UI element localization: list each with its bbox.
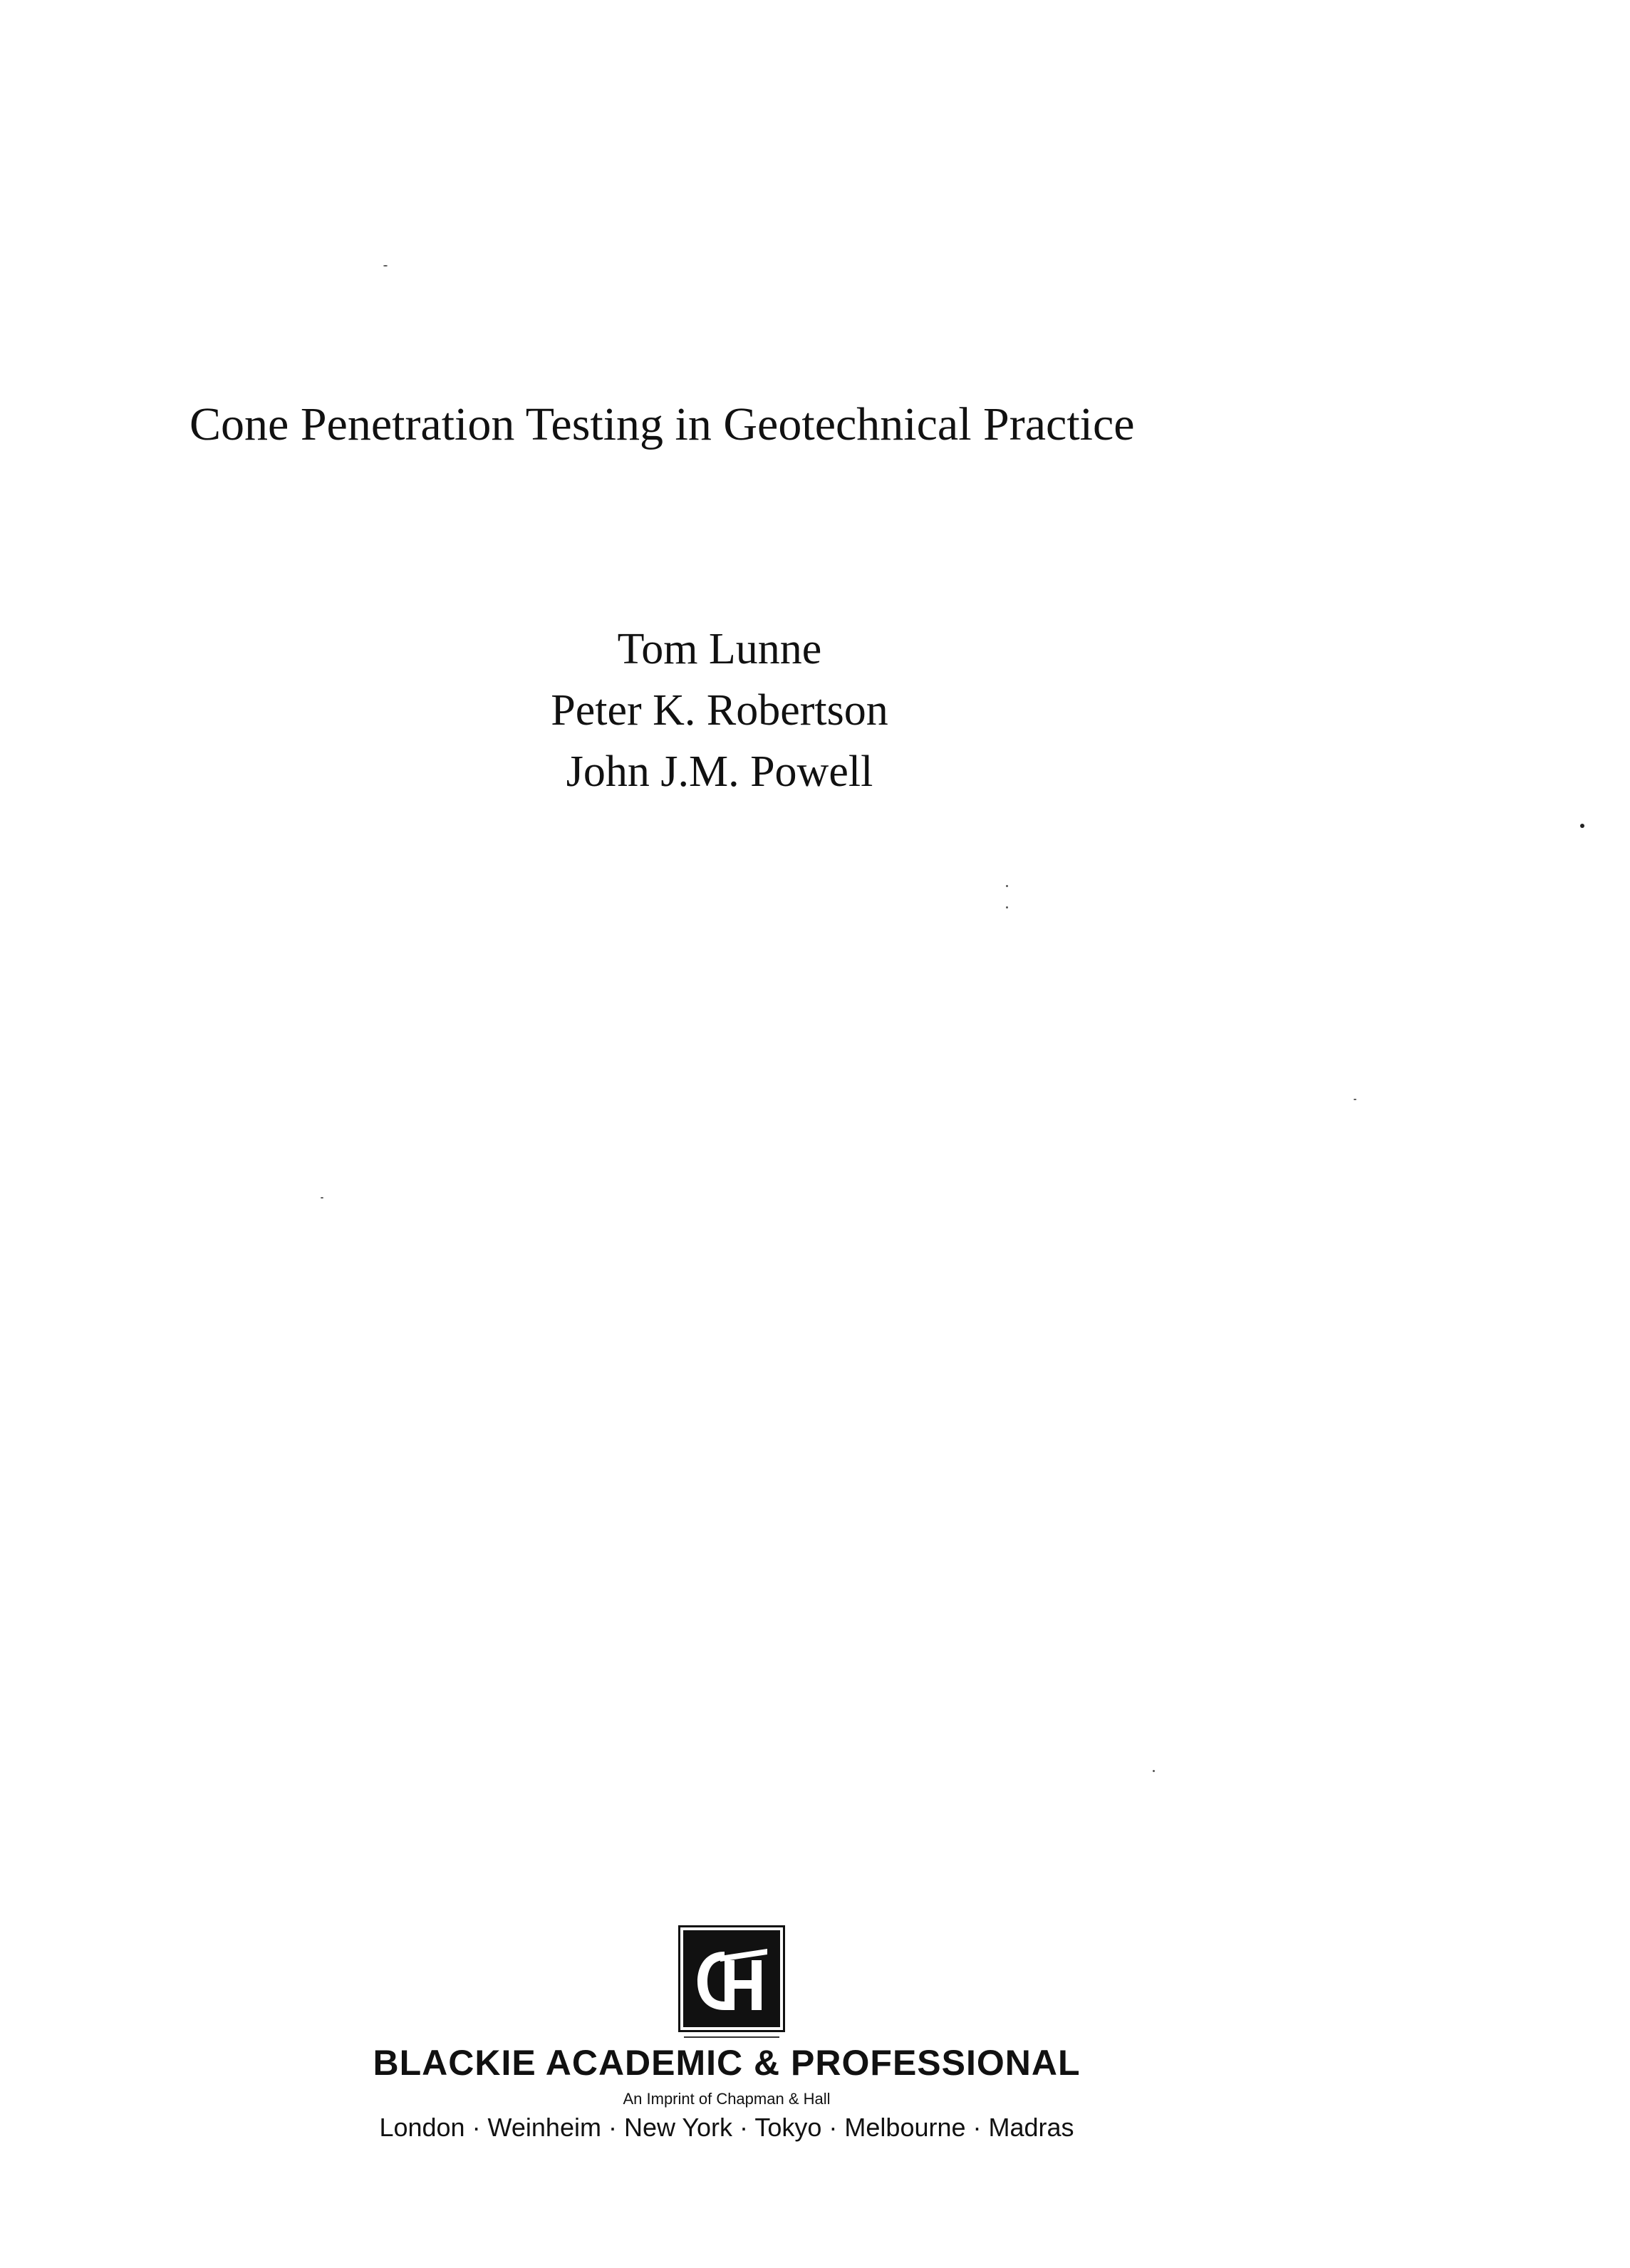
author-list (427, 618, 1012, 802)
scan-speck (1354, 1099, 1356, 1100)
scan-speck (1006, 885, 1008, 887)
author-name: John J.M. Powell (566, 747, 873, 796)
ch-monogram-icon (680, 1927, 783, 2030)
book-title: Cone Penetration Testing in Geotechnical Practice (190, 398, 1135, 450)
logo-rule (684, 2036, 779, 2038)
scan-speck (383, 265, 388, 266)
publisher-cities: London · Weinheim · New York · Tokyo · Melbourne · Madras (379, 2113, 1074, 2142)
scan-speck (1153, 1770, 1155, 1772)
author-name: Peter K. Robertson (551, 686, 888, 735)
author-name: Tom Lunne (617, 625, 822, 673)
publisher-imprint: An Imprint of Chapman & Hall (623, 2090, 831, 2108)
scan-speck (1006, 906, 1008, 908)
scan-speck (1580, 824, 1584, 828)
scan-speck (321, 1197, 323, 1198)
publisher-name: BLACKIE ACADEMIC & PROFESSIONAL (373, 2043, 1081, 2083)
chapman-hall-logo-icon (678, 1925, 785, 2032)
